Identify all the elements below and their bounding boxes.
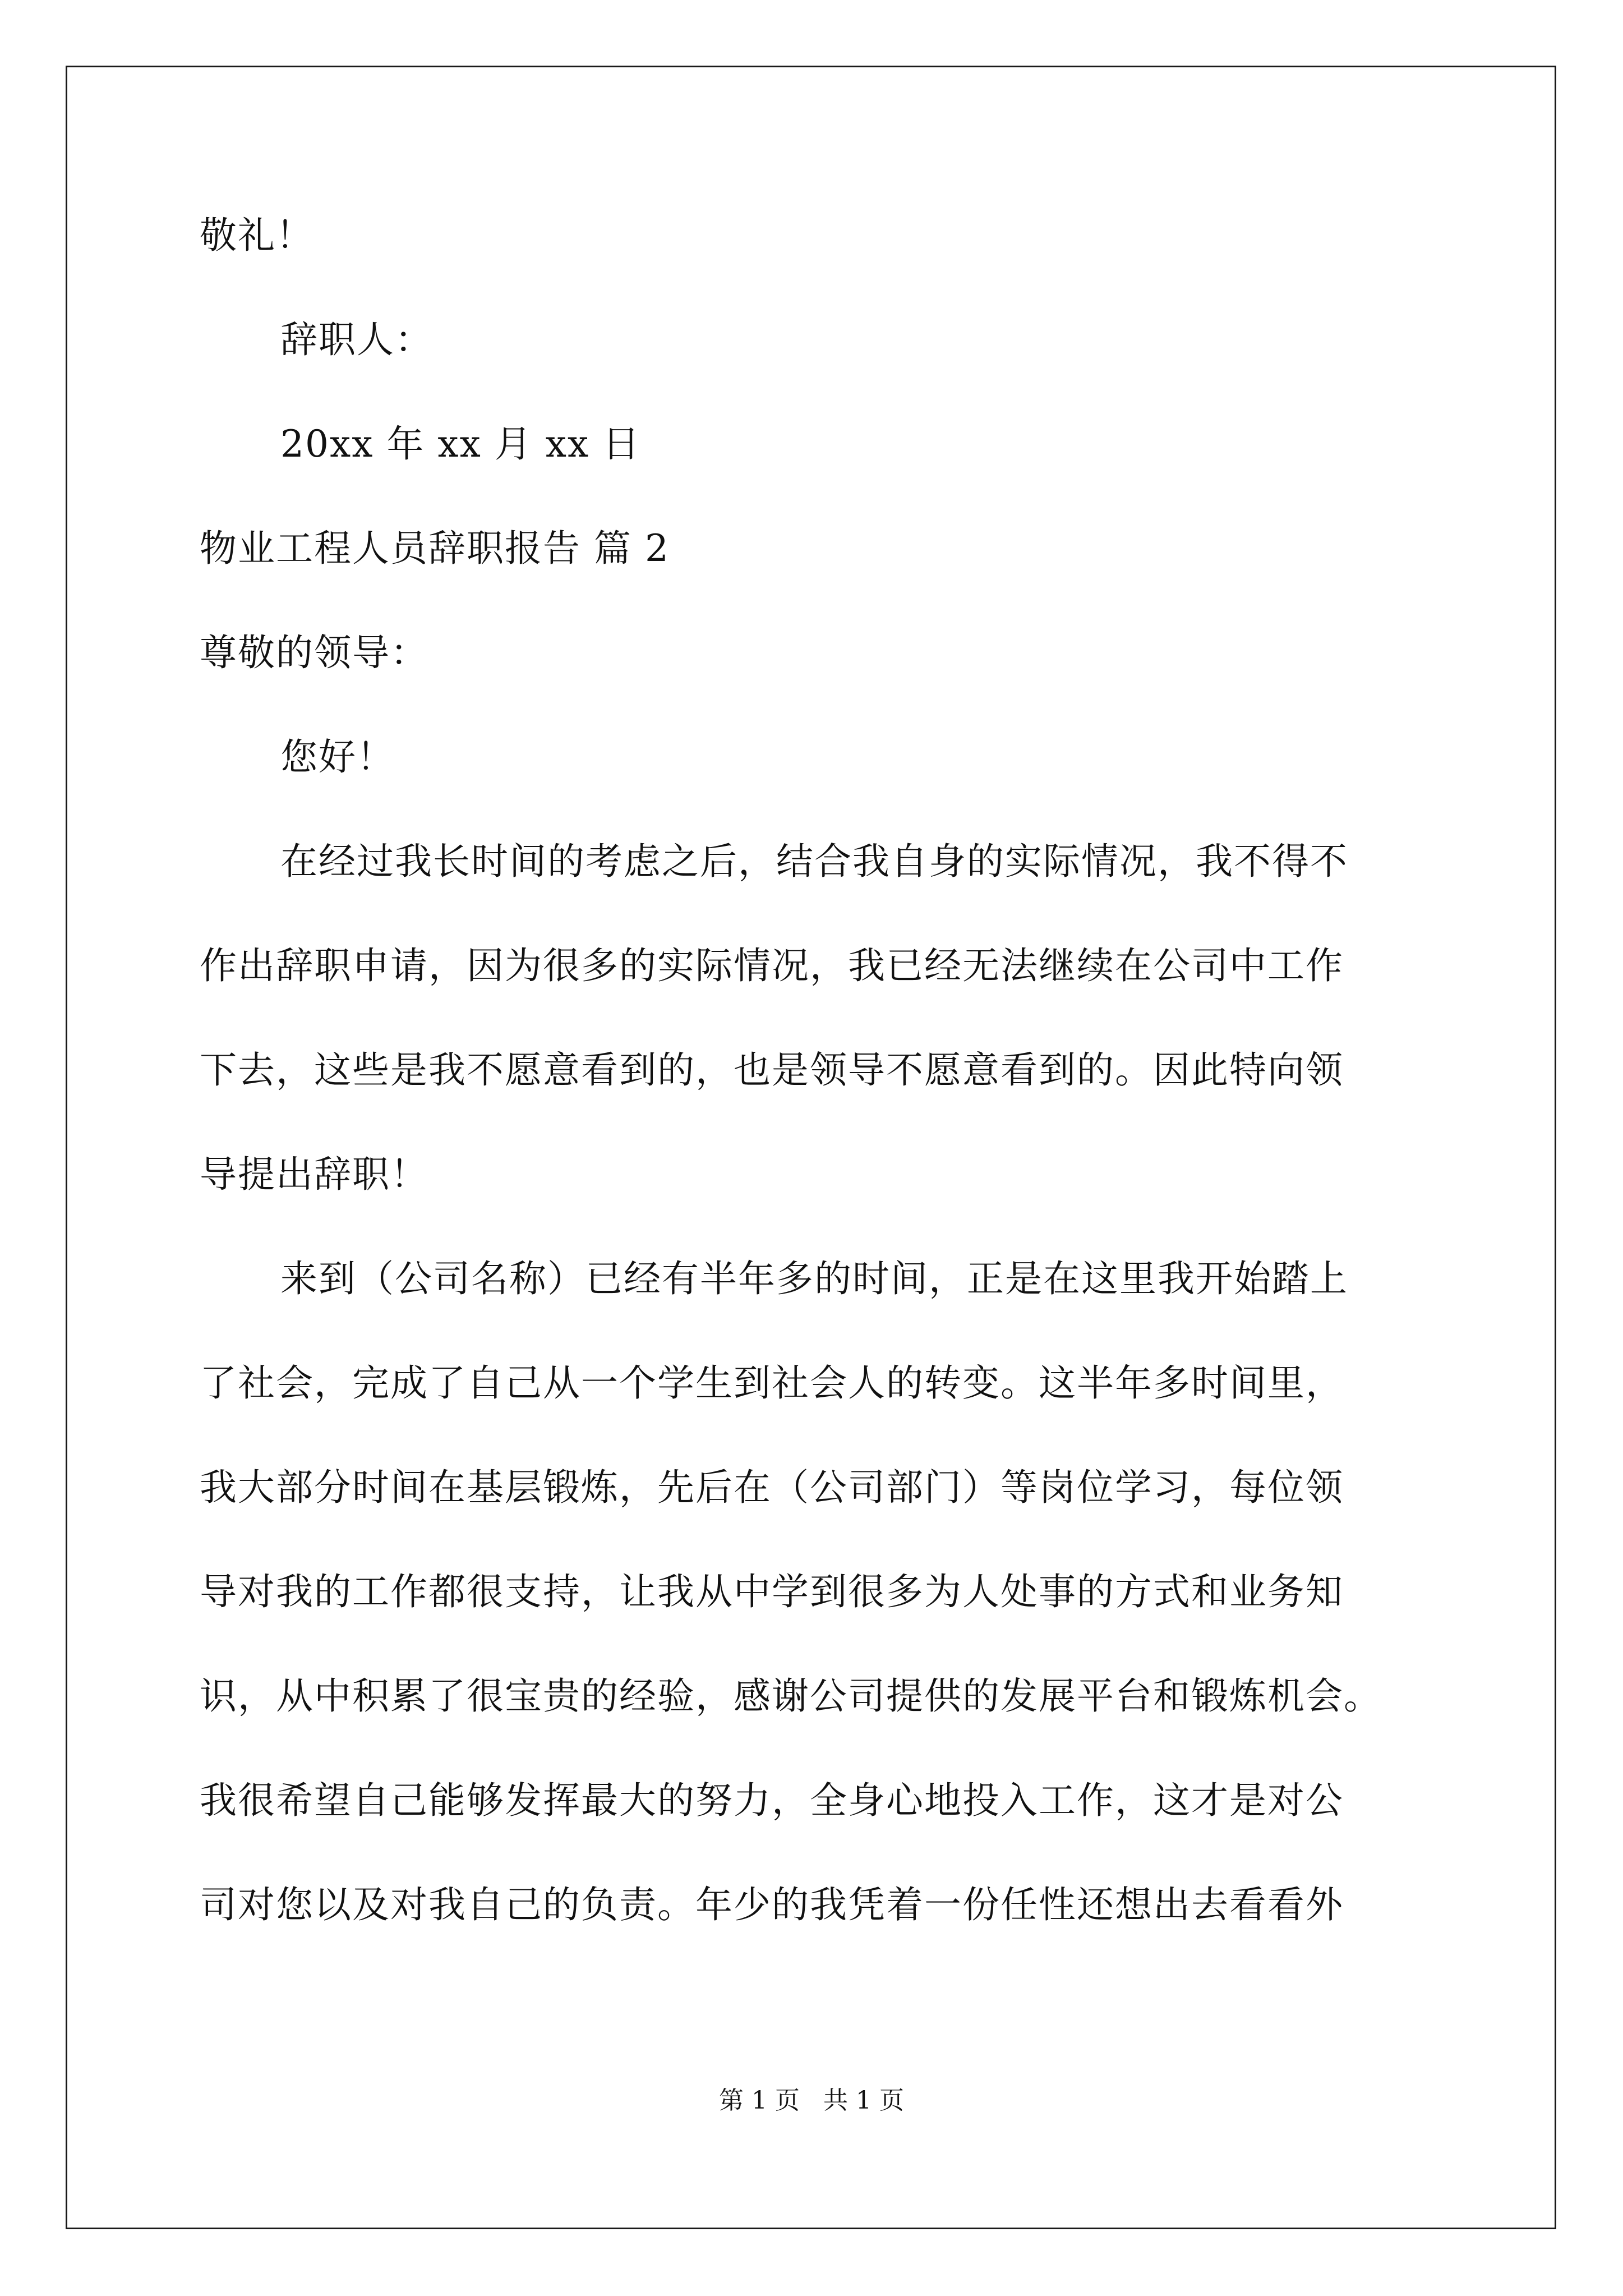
paragraph-line: 我很希望自己能够发挥最大的努力，全身心地投入工作，这才是对公 xyxy=(200,1779,1344,1822)
section-title: 物业工程人员辞职报告 篇 2 xyxy=(200,527,670,570)
date-line: 20xx 年 xx 月 xx 日 xyxy=(280,422,641,466)
paragraph-line: 识，从中积累了很宝贵的经验，感谢公司提供的发展平台和锻炼机会。 xyxy=(200,1674,1382,1718)
paragraph-line: 作出辞职申请，因为很多的实际情况，我已经无法继续在公司中工作 xyxy=(200,944,1344,987)
closing-salute: 敬礼！ xyxy=(200,214,314,257)
resigner-label: 辞职人： xyxy=(280,318,433,361)
paragraph-line: 了社会，完成了自己从一个学生到社会人的转变。这半年多时间里， xyxy=(200,1361,1344,1405)
paragraph-line: 导提出辞职！ xyxy=(200,1153,428,1196)
greeting: 您好！ xyxy=(280,735,395,779)
paragraph-line: 导对我的工作都很支持，让我从中学到很多为人处事的方式和业务知 xyxy=(200,1570,1344,1613)
paragraph-line: 在经过我长时间的考虑之后，结合我自身的实际情况，我不得不 xyxy=(280,840,1348,883)
page-footer: 第 1 页 共 1 页 xyxy=(719,2086,904,2115)
paragraph-line: 来到（公司名称）已经有半年多的时间，正是在这里我开始踏上 xyxy=(280,1257,1348,1300)
paragraph-line: 下去，这些是我不愿意看到的，也是领导不愿意看到的。因此特向领 xyxy=(200,1048,1344,1092)
salutation: 尊敬的领导： xyxy=(200,631,428,674)
paragraph-line: 司对您以及对我自己的负责。年少的我凭着一份任性还想出去看看外 xyxy=(200,1883,1344,1926)
paragraph-line: 我大部分时间在基层锻炼，先后在（公司部门）等岗位学习，每位领 xyxy=(200,1466,1344,1509)
